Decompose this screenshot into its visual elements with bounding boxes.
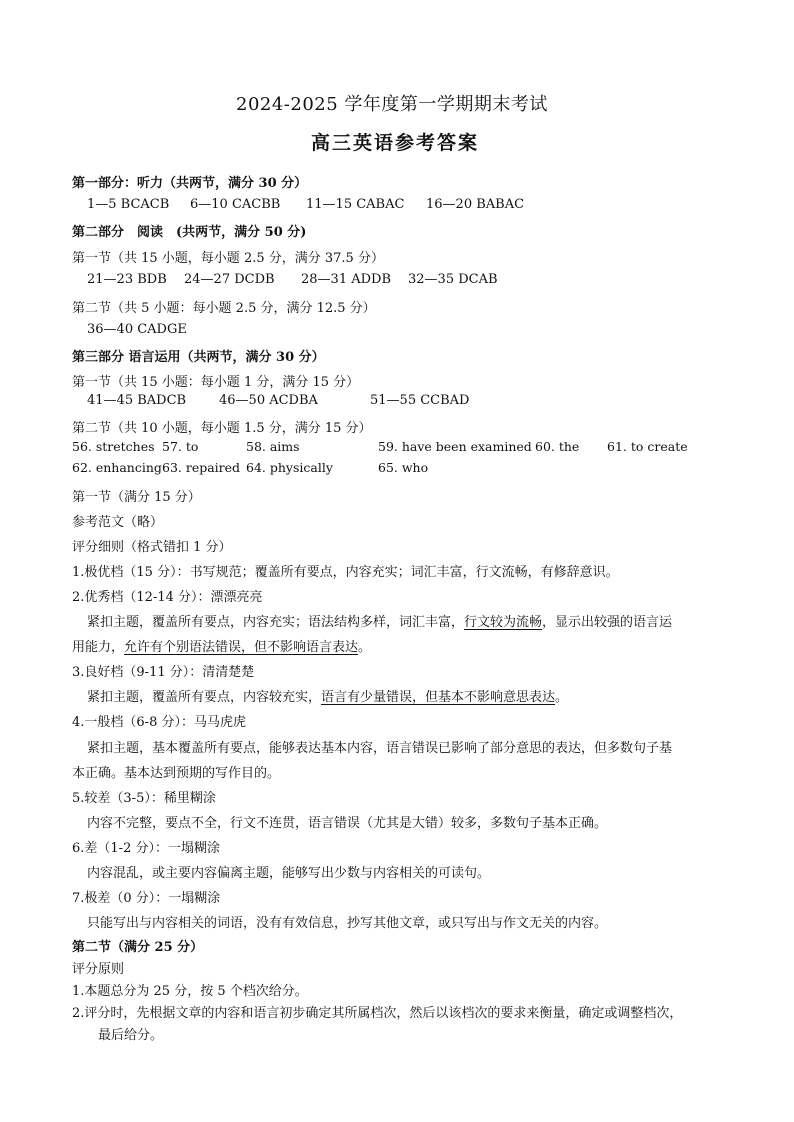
fill-answer: 58. aims [246, 439, 300, 454]
grade-7-desc: 只能写出与内容相关的词语，没有有效信息，抄写其他文章，或只写出与作文无关的内容。 [87, 916, 608, 931]
fill-answer: 61. to create [607, 439, 688, 454]
grade-5-desc: 内容不完整，要点不全，行文不连贯，语言错误（尤其是大错）较多，多数句子基本正确。 [87, 816, 608, 831]
fill-answer: 57. to [162, 439, 199, 454]
part1-answer-group: 16—20 BABAC [426, 197, 525, 212]
fill-answer: 65. who [378, 460, 429, 475]
principle-1: 1.本题总分为 25 分，按 5 个档次给分。 [72, 984, 308, 999]
grade-2-desc-line2 [72, 636, 371, 655]
part2-answer-group: 32—35 DCAB [408, 272, 498, 287]
part1-answer-group: 6—10 CACBB [190, 197, 281, 212]
grade-5-title: 5.较差（3-5）：稀里糊涂 [72, 791, 216, 806]
grade-2-title: 2.优秀档（12-14 分）：漂漂亮亮 [72, 590, 263, 605]
exam-title: 2024-2025 学年度第一学期期末考试 [236, 94, 548, 115]
page-subtitle: 高三英语参考答案 [311, 132, 480, 154]
fill-answer: 64. physically [246, 460, 333, 475]
part2-sec2-heading: 第二节（共 5 小题：每小题 2.5 分，满分 12.5 分） [72, 301, 376, 316]
fill-answer: 62. enhancing [72, 460, 162, 475]
part2-answer-group: 36—40 CADGE [87, 322, 187, 337]
underlined-text: 语言有少量错误，但基本不影响意思表达 [321, 690, 556, 705]
part3-answer-group: 46—50 ACDBA [219, 393, 318, 408]
grade-7-title: 7.极差（0 分）：一塌糊涂 [72, 891, 221, 906]
part2-sec1-heading: 第一节（共 15 小题，每小题 2.5 分，满分 37.5 分） [72, 251, 384, 266]
part2-heading: 第二部分 阅读 (共两节，满分 50 分) [72, 225, 307, 240]
text: 。 [358, 640, 372, 655]
grade-4-desc-line2: 本正确。基本达到预期的写作目的。 [72, 766, 281, 781]
grade-6-title: 6.差（1-2 分）：一塌糊涂 [72, 841, 220, 856]
part1-heading: 第一部分：听力（共两节，满分 30 分） [72, 176, 308, 191]
part3-sec2-heading: 第二节（共 10 小题，每小题 1.5 分，满分 15 分） [72, 421, 372, 436]
underlined-text: 允许有个别语法错误，但不影响语言表达 [124, 640, 359, 655]
criteria-heading: 评分细则（格式错扣 1 分） [72, 540, 232, 555]
part3-heading: 第三部分 语言运用（共两节，满分 30 分） [72, 350, 325, 365]
part2-answer-group: 24—27 DCDB [184, 272, 275, 287]
text: ，显示出较强的语言运 [542, 615, 673, 630]
part1-answer-group: 11—15 CABAC [306, 197, 405, 212]
grade-6-desc: 内容混乱，或主要内容偏离主题，能够写出少数与内容相关的可读句。 [87, 866, 491, 881]
writing-sec2-heading: 第二节（满分 25 分） [72, 940, 204, 955]
underlined-text: 行文较为流畅 [464, 615, 543, 630]
grade-4-desc-line1: 紧扣主题，基本覆盖所有要点，能够表达基本内容，语言错误已影响了部分意思的表达，但多数句子基 [87, 741, 673, 756]
text: 用能力， [72, 640, 125, 655]
grade-3-title: 3.良好档（9-11 分）：清清楚楚 [72, 665, 255, 680]
sample-essay-note: 参考范文（略） [72, 515, 164, 530]
part2-answer-group: 28—31 ADDB [301, 272, 392, 287]
grade-1: 1.极优档（15 分）：书写规范；覆盖所有要点，内容充实；词汇丰富，行文流畅，有修辞意识。 [72, 565, 619, 580]
principle-2-line2: 最后给分。 [98, 1028, 164, 1043]
fill-answer: 63. repaired [162, 460, 241, 475]
writing-sec1-heading: 第一节（满分 15 分） [72, 490, 201, 505]
fill-answer: 59. have been examined [378, 439, 532, 454]
text: 紧扣主题，覆盖所有要点，内容较充实， [87, 690, 322, 705]
fill-answer: 56. stretches [72, 439, 155, 454]
grade-2-desc-line1 [87, 611, 672, 630]
fill-answer: 60. the [535, 439, 580, 454]
grade-4-title: 4.一般档（6-8 分）：马马虎虎 [72, 715, 246, 730]
principle-2-line1: 2.评分时，先根据文章的内容和语言初步确定其所属档次，然后以该档次的要求来衡量，确定或调整档次， [72, 1006, 683, 1021]
text: 。 [555, 690, 569, 705]
text: 紧扣主题，覆盖所有要点，内容充实；语法结构多样，词汇丰富， [87, 615, 465, 630]
part1-answer-group: 1—5 BCACB [87, 197, 170, 212]
part3-answer-group: 51—55 CCBAD [370, 393, 470, 408]
grade-3-desc [87, 686, 568, 705]
part2-answer-group: 21—23 BDB [87, 272, 167, 287]
part3-answer-group: 41—45 BADCB [87, 393, 187, 408]
principles-heading: 评分原则 [72, 962, 125, 977]
part3-sec1-heading: 第一节（共 15 小题：每小题 1 分，满分 15 分） [72, 375, 360, 390]
